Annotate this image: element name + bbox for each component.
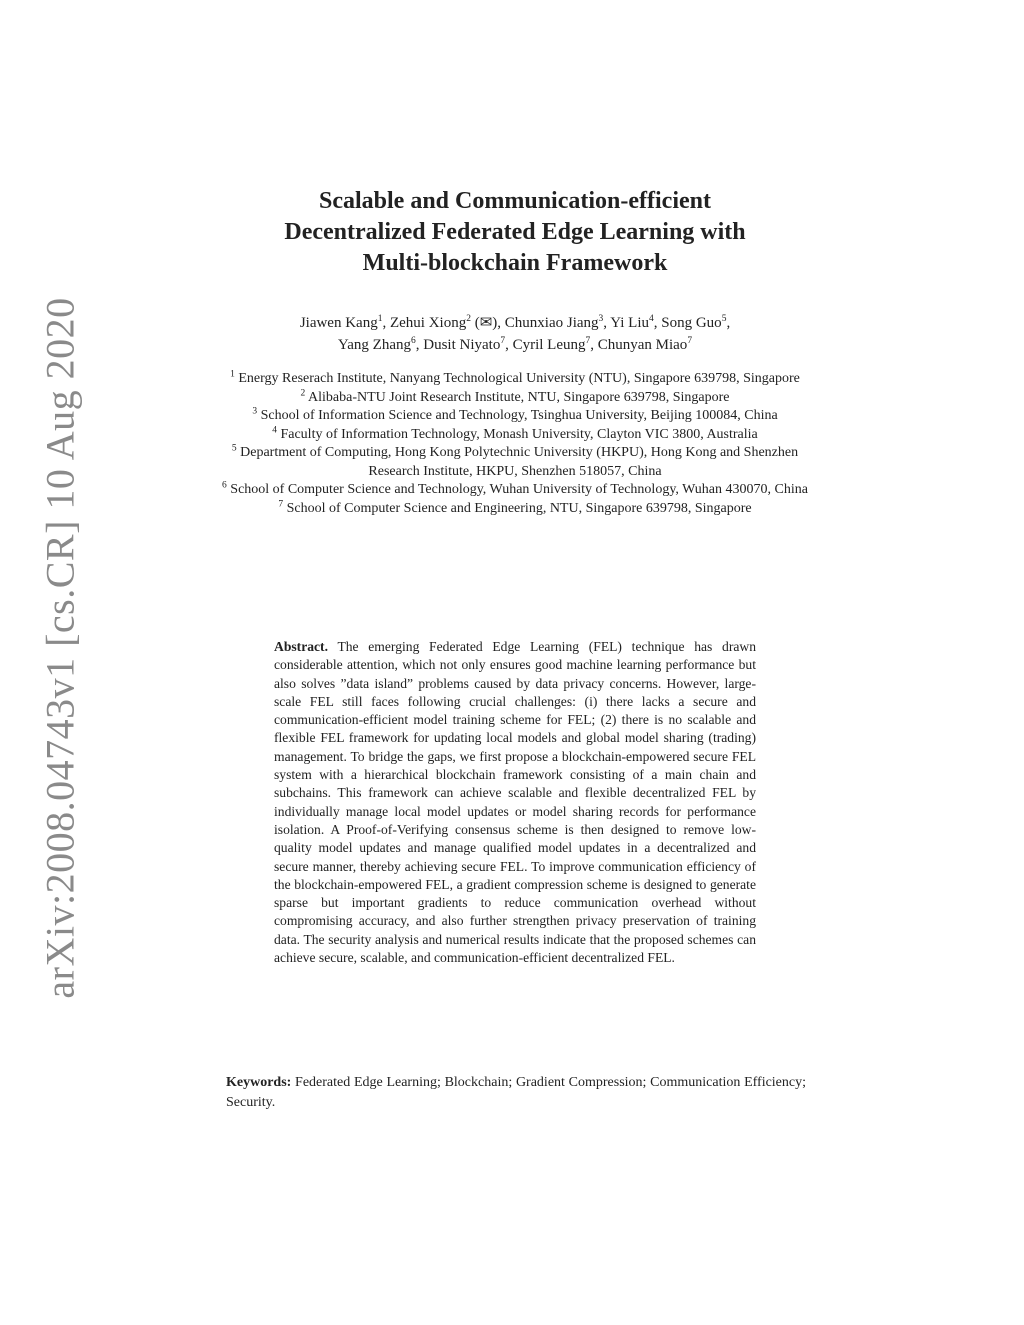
author: Song Guo$^5$, — [661, 314, 731, 331]
author: Yi Liu$^4$, — [610, 314, 662, 331]
affiliation: $^3$ School of Information Science and Technology, Tsinghua University, Beijing 100084, China — [252, 406, 778, 423]
author: Chunxiao Jiang$^3$, — [504, 314, 611, 331]
author: Dusit Niyato$^7$, — [423, 336, 513, 353]
affiliation: $^7$ School of Computer Science and Engineering, NTU, Singapore 639798, Singapore — [278, 498, 752, 516]
author-list — [160, 312, 870, 356]
keywords-section — [226, 1073, 806, 1113]
arxiv-identifier-stamp: arXiv:2008.04743v1 [cs.CR] 10 Aug 2020 — [37, 297, 83, 999]
abstract-body: The emerging Federated Edge Learning (FEL) technique has drawn considerable attention, which not only ensures good machine learning performance but also solves ”data island” problems caused by data privacy concerns. However, large-scale FEL still faces following crucial challenges: (i) there lacks a secure and communication-efficient model training scheme for FEL; (2) there is no scalable and flexible FEL framework for updating local models and global model sharing (trading) management. To bridge the gaps, we first propose a blockchain-empowered secure FEL system with a hierarchical blockchain framework consisting of a main chain and subchains. This framework can achieve scalable and flexible decentralized FEL by individually manage local model updates or model sharing records for performance isolation. A Proof-of-Verifying consensus scheme is then designed to remove low-quality model updates and manage qualified model updates in a decentralized and secure manner, thereby achieving secure FEL. To improve communication efficiency of the blockchain-empowered FEL, a gradient compression scheme is designed to generate sparse but important gradients to reduce communication overhead without compromising accuracy, and also further strengthen privacy preservation of training data. The security analysis and numerical results indicate that the proposed schemes can achieve secure, scalable, and communication-efficient decentralized FEL. — [274, 639, 756, 966]
title-line: Scalable and Communication-efficient — [319, 188, 711, 214]
title-line: Decentralized Federated Edge Learning with — [284, 219, 746, 245]
author: Zehui Xiong$^2$ (✉), — [389, 314, 505, 331]
author: Yang Zhang$^6$, — [337, 336, 424, 353]
abstract-label: Abstract. — [274, 639, 328, 654]
paper-title — [160, 186, 870, 279]
affiliation: $^1$ Energy Reserach Institute, Nanyang Technological University (NTU), Singapore 639798, Singapore — [230, 369, 800, 386]
abstract-section — [274, 638, 756, 967]
keywords-body: Federated Edge Learning; Blockchain; Gradient Compression; Communication Efficiency; Security. — [226, 1075, 806, 1110]
affiliation: $^2$ Alibaba-NTU Joint Research Institute, NTU, Singapore 639798, Singapore — [300, 387, 730, 405]
affiliation-list — [220, 370, 810, 518]
author: Chunyan Miao$^7$ — [597, 336, 693, 353]
author: Jiawen Kang$^1$, — [299, 314, 390, 331]
keywords-label: Keywords: — [226, 1075, 292, 1090]
affiliation: $^6$ School of Computer Science and Technology, Wuhan University of Technology, Wuhan 430070, China — [222, 480, 808, 497]
affiliation: $^4$ Faculty of Information Technology, Monash University, Clayton VIC 3800, Australia — [272, 424, 758, 442]
affiliation: $^5$ Department of Computing, Hong Kong Polytechnic University (HKPU), Hong Kong and Shenzhen Research Institute, HKPU, Shenzhen 518057, China — [231, 443, 799, 479]
title-line: Multi-blockchain Framework — [362, 250, 668, 276]
author: Cyril Leung$^7$, — [512, 336, 598, 353]
